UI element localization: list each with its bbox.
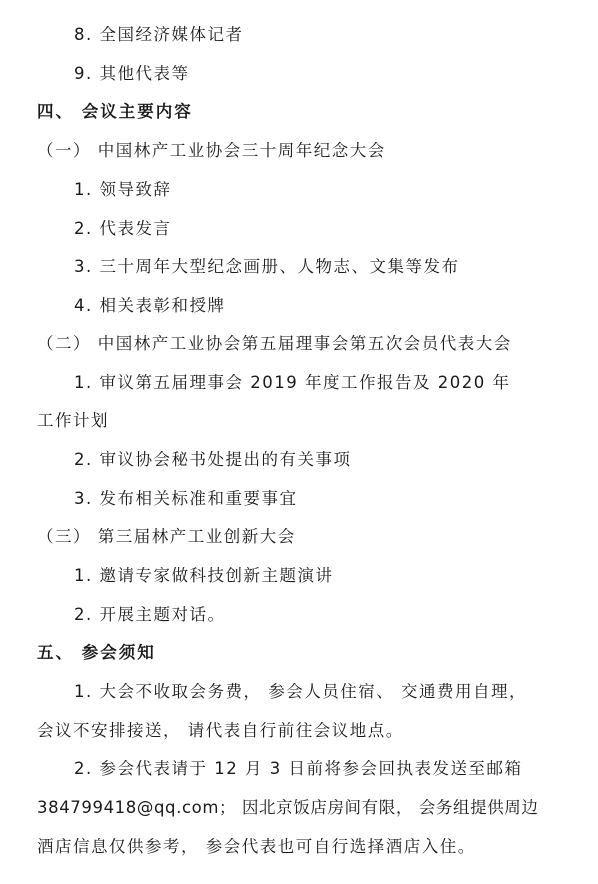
subsection-heading-1: （一） 中国林产工业协会三十周年纪念大会 <box>37 141 386 160</box>
list-item: 3. 发布相关标准和重要事宜 <box>74 489 298 508</box>
notice-paragraph-2: 2. 参会代表请于 12 月 3 日前将参会回执表发送至邮箱 <box>74 759 523 778</box>
list-item: 1. 审议第五届理事会 2019 年度工作报告及 2020 年 <box>74 373 511 392</box>
subsection-heading-3: （三） 第三届林产工业创新大会 <box>37 527 296 546</box>
attendee-item-8: 8. 全国经济媒体记者 <box>74 25 244 44</box>
notice-paragraph-2-cont: 酒店信息仅供参考， 参会代表也可自行选择酒店入住。 <box>37 837 476 856</box>
notice-paragraph-2-cont: 384799418@qq.com； 因北京饭店房间有限， 会务组提供周边 <box>37 798 539 817</box>
attendee-item-9: 9. 其他代表等 <box>74 64 190 83</box>
list-item: 2. 代表发言 <box>74 219 172 238</box>
list-item: 2. 开展主题对话。 <box>74 605 226 624</box>
notice-paragraph-1-cont: 会议不安排接送， 请代表自行前往会议地点。 <box>37 721 404 740</box>
list-item: 1. 领导致辞 <box>74 180 172 199</box>
list-item: 1. 邀请专家做科技创新主题演讲 <box>74 566 334 585</box>
list-item-continuation: 工作计划 <box>37 411 109 430</box>
section-heading-4: 四、 会议主要内容 <box>37 102 193 121</box>
notice-paragraph-1: 1. 大会不收取会务费， 参会人员住宿、 交通费用自理， <box>74 682 527 701</box>
section-heading-5: 五、 参会须知 <box>37 643 156 662</box>
list-item: 4. 相关表彰和授牌 <box>74 296 226 315</box>
list-item: 2. 审议协会秘书处提出的有关事项 <box>74 450 352 469</box>
list-item: 3. 三十周年大型纪念画册、人物志、文集等发布 <box>74 257 460 276</box>
subsection-heading-2: （二） 中国林产工业协会第五届理事会第五次会员代表大会 <box>37 334 512 353</box>
